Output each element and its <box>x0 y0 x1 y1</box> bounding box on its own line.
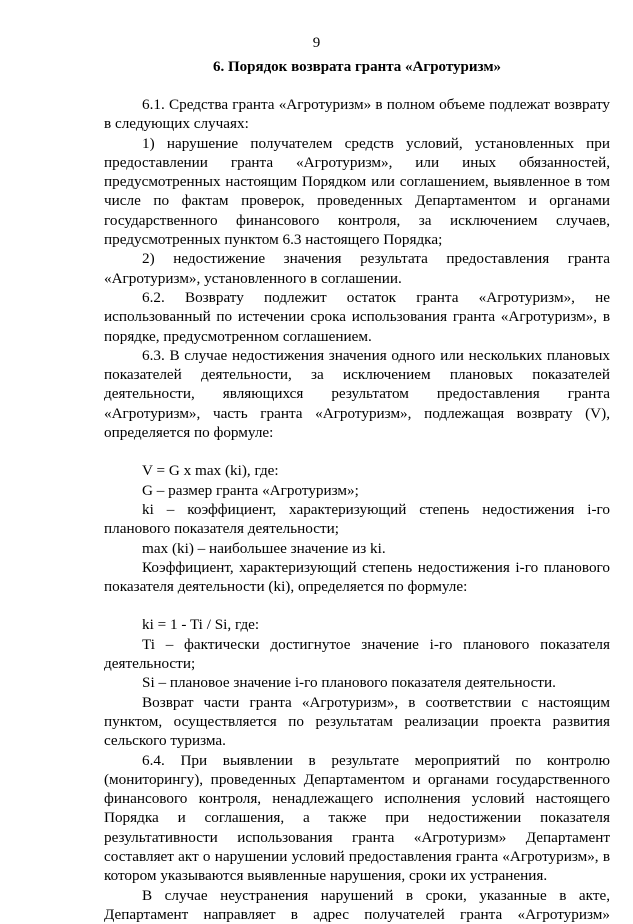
page-number: 9 <box>312 35 321 51</box>
spacer <box>104 442 610 461</box>
document-body <box>104 95 610 924</box>
paragraph-6-1-item-2: 2) недостижение значения результата предоставления гранта «Агротуризм», установленного в соглашении. <box>104 250 610 287</box>
definition-g: G – размер гранта «Агротуризм»; <box>142 481 359 499</box>
section-title: 6. Порядок возврата гранта «Агротуризм» <box>212 59 502 75</box>
paragraph-ki-intro: Коэффициент, характеризующий степень недостижения i-го планового показателя деятельности (ki), определяется по формуле: <box>104 558 610 596</box>
definition-ti: Ti – фактически достигнутое значение i-го планового показателя деятельности; <box>104 635 610 673</box>
formula-ki: ki = 1 - Ti / Si, где: <box>142 616 260 634</box>
paragraph-6-4: 6.4. При выявлении в результате мероприятий по контролю (мониторингу), проведенных Департаментом и органами государственного финансового контроля, ненадлежащего исполнения условий настоящего Порядка и соглашения, а также при недостижении показателя результативности использования гранта «Агротуризм» Департамент составляет акт о нарушении условий предоставления гранта «Агротуризм», в котором указываются выявленные нарушения, сроки их устранения. <box>104 751 610 885</box>
paragraph-6-3: 6.3. В случае недостижения значения одного или нескольких плановых показателей деятельности, за исключением плановых показателей деятельности, являющихся результатом предоставления гранта «Агротуризм», часть гранта «Агротуризм», подлежащая возврату (V), определяется по формуле: <box>104 346 610 442</box>
paragraph-non-elimination: В случае неустранения нарушений в сроки, указанные в акте, Департамент направляет в адрес получателей гранта «Агротуризм» <box>104 886 610 923</box>
paragraph-partial-return: Возврат части гранта «Агротуризм», в соответствии с настоящим пунктом, осуществляется по результатам реализации проекта развития сельского туризма. <box>104 693 610 750</box>
spacer <box>104 596 610 615</box>
formula-v: V = G x max (ki), где: <box>142 462 279 480</box>
paragraph-6-1-item-1: 1) нарушение получателем средств условий, установленных при предоставлении гранта «Агротуризм», или иных обязанностей, предусмотренных настоящим Порядком или соглашением, выявленное в том числе по фактам проверок, проведенных Департаментом и органами государственного финансового контроля, за исключением случаев, предусмотренных пунктом 6.3 настоящего Порядка; <box>104 134 610 249</box>
paragraph-6-1: 6.1. Средства гранта «Агротуризм» в полном объеме подлежат возврату в следующих случаях: <box>104 96 610 133</box>
definition-ki: ki – коэффициент, характеризующий степень недостижения i-го планового показателя деятельности; <box>104 500 610 538</box>
definition-max-ki: max (ki) – наибольшее значение из ki. <box>142 539 386 557</box>
definition-si: Si – плановое значение i-го планового показателя деятельности. <box>142 674 556 692</box>
paragraph-6-2: 6.2. Возврату подлежит остаток гранта «Агротуризм», не использованный по истечении срока использования гранта «Агротуризм», в порядке, предусмотренном соглашением. <box>104 288 610 345</box>
